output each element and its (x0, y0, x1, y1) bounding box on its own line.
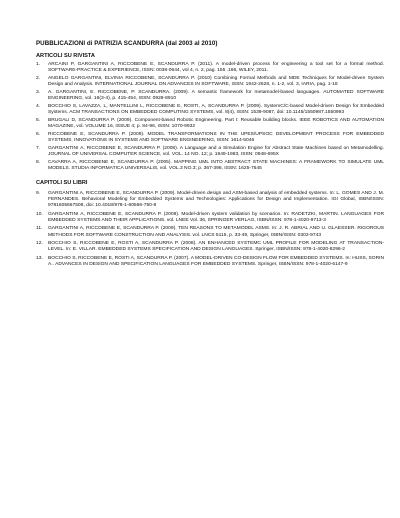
item-number: 2. (36, 76, 41, 81)
item-number: 9. (36, 190, 41, 196)
publication-item (36, 160, 384, 173)
item-number: 3. (36, 90, 41, 95)
publication-item (36, 62, 384, 75)
publication-item (36, 226, 384, 239)
item-text: ARCAINI P, GARGANTINI A, RICCOBENE E, SCANDURRA P. (2011). A model-driven process for engineering a tool set for a formal method. SOFTWARE-PRACTICE & EXPERIENCE, ISSN: 0038-0644, vol 4, n. 2, pag. 155 .166, WILEY, 2011. (48, 62, 384, 74)
item-number: 4. (36, 104, 41, 109)
publication-item (36, 256, 384, 269)
item-text: BRUGALI D, SCANDURRA P. (2009). Component-based Robotic Engineering. Part I: Reusable building blocks. IEEE ROBOTICS AND AUTOMATION MAGAZINE, vol. VOLUME 16, ISSUE 4; p. 84-96, ISSN: 1070-9932 (48, 118, 384, 130)
publication-item (36, 76, 384, 89)
item-number: 11. (36, 226, 43, 232)
item-number: 13. (36, 255, 43, 261)
publication-item (36, 212, 384, 225)
item-number: 12. (36, 241, 43, 247)
publication-item (36, 146, 384, 159)
item-text: ANGELO GARGANTINI, ELVINIA RICCOBENE, SCANDURRA P. (2010) Combining Formal Methods and MDE Techniques for Model-driven System Design and Analysis. INTERNATIONAL JOURNAL ON ADVANCES IN SOFTWARE, ISSN: 1942-2628, n. 1-2, vol. 3, IARIA, pag. 1-18 (48, 76, 384, 88)
publication-item (36, 191, 384, 210)
item-text: A. GARGANTINI, E. RICCOBENE, P. SCANDURRA. (2009). A semantic framework for metamodel-based languages. AUTOMATED SOFTWARE ENGINEERING, vol. 16(3-4), p. 415-454, ISSN: 0928-8910 (48, 90, 384, 102)
item-number: 8. (36, 160, 41, 165)
item-text: GARGANTINI A, RICCOBENE E, SCANDURRA P. (2008). A Language and a Simulation Engine for Abstract State Machines based on Metamodelling. JOURNAL OF UNIVERSAL COMPUTER SCIENCE, vol. VOL. 14 NO. 12; p. 1949-1983, ISSN: 0948-695X (48, 146, 384, 158)
item-number: 10. (36, 211, 43, 217)
item-text: BOCCHIO S, RICCOBENE E, ROSTI A, SCANDURRA P. (2008). AN ENHANCED SYSTEMC UML PROFILE FOR MODELING AT TRANSACTION-LEVEL. In: E. VILLAR. EMBEDDED SYSTEMS SPECIFICATION AND DESIGN LANGUAGES. Springer, ISBN/ISSN: 978-1-4020-8296-2 (48, 241, 384, 253)
section-heading-capitoli: CAPITOLI SU LIBRI (36, 179, 88, 186)
item-text: GARGANTINI A, RICCOBENE E, SCANDURRA P. (2009). Model-driven system validation by scenarios. In: RADETZKI, MARTIN. LANGUAGES FOR EMBEDDED SYSTEMS AND THEIR APPLICATIONS. vol. LNEE Vol. 36, SPRINGER VERLAG, ISBN/ISSN: 978-1-4020-9713-3 (48, 211, 384, 223)
item-text: BOCCHIO S, RICCOBENE E, ROSTI A, SCANDURRA P. (2007). A MODEL-DRIVEN CO-DESIGN FLOW FOR EMBEDDED SYSTEMS. In: HUSS, SORIN A.. ADVANCES IN DESIGN AND SPECIFICATION LANGUAGES FOR EMBEDDED SYSTEMS. Springer, ISBN/ISSN: 978-1-4020-6147-9 (48, 255, 384, 268)
item-text: RICCOBENE E, SCANDURRA P. (2009). MODEL TRANSFORMATIONS IN THE UPES/UPSOC DEVELOPMENT PROCESS FOR EMBEDDED SYSTEMS. INNOVATIONS IN SYSTEMS AND SOFTWARE ENGINEERING, ISSN: 1614-5046 (48, 132, 384, 144)
section-heading-articoli: ARTICOLI SU RIVISTA (36, 53, 95, 59)
page-title: PUBBLICAZIONI di PATRIZIA SCANDURRA (dal 2003 al 2010) (36, 40, 218, 47)
capitoli-list (36, 191, 384, 269)
publication-item (36, 90, 384, 103)
publication-item (36, 118, 384, 131)
item-text: GARGANTINI A, RICCOBENE E, SCANDURRA P. (2009). TEN REASONS TO METAMODEL ASMS. In: J. R. ABRIAL AND U. GLAESSER. RIGOROUS METHODS FOR SOFTWARE CONSTRUCTION AND ANALYSIS. vol. LNCS 5115, p. 33-49, Springer, ISBN/ISSN: 0302-9743 (48, 226, 384, 238)
publication-item (36, 241, 384, 254)
publication-item (36, 132, 384, 145)
item-number: 1. (36, 62, 41, 67)
item-number: 5. (36, 118, 41, 123)
item-number: 6. (36, 132, 41, 137)
item-number: 7. (36, 146, 41, 151)
item-text: GARGANTINI A, RICCOBENE E, SCANDURRA P. (2009). Model-driven design and ASM-based analysis of embedded systems. In: L. GOMES AND J. M. FERNANDES. Behavioral Modeling for Embedded Systems and Technologies: Applications for Design and Implementation. IGI Global, ISBN/ISSN: 9781605667508, doi: 10.4018/978-1-60566-750-8 (48, 190, 384, 208)
articoli-list (36, 62, 384, 173)
item-text: BOCCHIO S, LAVAZZA, L, MANTELLINI L, RICCOBENE E, ROSTI, A, SCANDURRA P. (2009). SystemC/C-based Model-driven Design for Embedded Systems. ACM TRANSACTIONS ON EMBEDDED COMPUTING SYSTEMS, vol. 8(4), ISSN: 1539-9087, doi: 10.1145/1550987.1550993 (48, 104, 384, 116)
item-text: CAVARRA A, RICCOBENE E, SCANDURRA P. (2005). MAPPING UML INTO ABSTRACT STATE MACHINES: A FRAMEWORK TO SIMULATE UML MODELS. STUDIA INFORMATICA UNIVERSALIS, vol. VOL.3 NO.3; p. 367-398, ISSN: 1625-7545 (48, 160, 384, 172)
publication-item (36, 104, 384, 117)
